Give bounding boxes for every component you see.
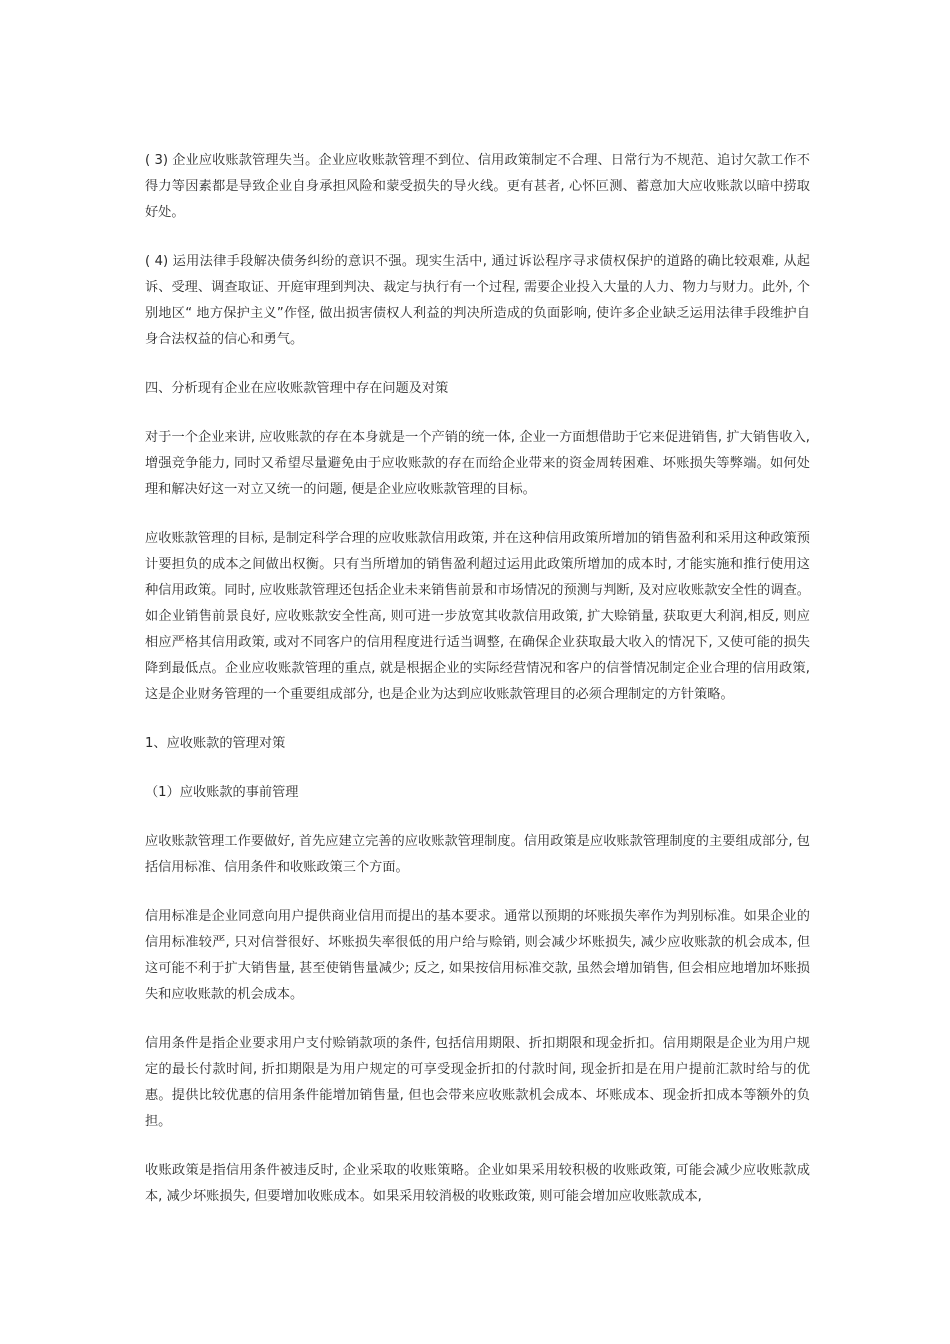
paragraph-management-goal: 应收账款管理的目标, 是制定科学合理的应收账款信用政策, 并在这种信用政策所增加的销售盈利和采用这种政策预计要担负的成本之间做出权衡。只有当所增加的销售盈利超过运用此政策所增加的成本时, 才能实施和推行使用这种信用政策。同时, 应收账款管理还包括企业未来销售前景和市场情况的预测与判断, 及对应收账款安全性的调查。如企业销售前景良好, 应收账款安全性高, 则可进一步放宽其收款信用政策, 扩大赊销量, 获取更大利润,相反, 则应相应严格其信用政策, 或对不同客户的信用程度进行适当调整, 在确保企业获取最大收入的情况下, 又使可能的损失降到最低点。企业应收账款管理的重点, 就是根据企业的实际经营情况和客户的信誉情况制定企业合理的信用政策, 这是企业财务管理的一个重要组成部分, 也是企业为达到应收账款管理目的必须合理制定的方针策略。: [145, 531, 810, 702]
paragraph-legal-awareness: ( 4) 运用法律手段解决债务纠纷的意识不强。现实生活中, 通过诉讼程序寻求债权保护的道路的确比较艰难, 从起诉、受理、调查取证、开庭审理到判决、裁定与执行有一个过程, 需要企业投入大量的人力、物力与财力。此外, 个别地区“ 地方保护主义”作怪, 做出损害债权人利益的判决所造成的负面影响, 使许多企业缺乏运用法律手段维护自身合法权益的信心和勇气。: [145, 254, 810, 347]
paragraph-management-failure: ( 3) 企业应收账款管理失当。企业应收账款管理不到位、信用政策制定不合理、日常行为不规范、追讨欠款工作不得力等因素都是导致企业自身承担风险和蒙受损失的导火线。更有甚者, 心怀叵测、蓄意加大应收账款以暗中捞取好处。: [145, 153, 810, 220]
paragraph-receivables-purpose: 对于一个企业来讲, 应收账款的存在本身就是一个产销的统一体, 企业一方面想借助于它来促进销售, 扩大销售收入, 增强竞争能力, 同时又希望尽量避免由于应收账款的存在而给企业带来的资金周转困难、坏账损失等弊端。如何处理和解决好这一对立又统一的问题, 便是企业应收账款管理的目标。: [145, 430, 810, 497]
subsection-heading-1: 1、应收账款的管理对策: [145, 736, 286, 751]
paragraph-management-system: 应收账款管理工作要做好, 首先应建立完善的应收账款管理制度。信用政策是应收账款管理制度的主要组成部分, 包括信用标准、信用条件和收账政策三个方面。: [145, 834, 810, 875]
paragraph-credit-standard: 信用标准是企业同意向用户提供商业信用而提出的基本要求。通常以预期的坏账损失率作为判别标准。如果企业的信用标准较严, 只对信誉很好、坏账损失率很低的用户给与赊销, 则会减少坏账损失, 减少应收账款的机会成本, 但这可能不利于扩大销售量, 甚至使销售量减少; 反之, 如果按信用标准交款, 虽然会增加销售, 但会相应地增加坏账损失和应收账款的机会成本。: [145, 909, 810, 1002]
subsection-heading-1-1: （1）应收账款的事前管理: [145, 785, 299, 800]
paragraph-credit-terms: 信用条件是指企业要求用户支付赊销款项的条件, 包括信用期限、折扣期限和现金折扣。信用期限是企业为用户规定的最长付款时间, 折扣期限是为用户规定的可享受现金折扣的付款时间, 现金折扣是在用户提前汇款时给与的优惠。提供比较优惠的信用条件能增加销售量, 但也会带来应收账款机会成本、坏账成本、现金折扣成本等额外的负担。: [145, 1036, 810, 1129]
paragraph-collection-policy: 收账政策是指信用条件被违反时, 企业采取的收账策略。企业如果采用较积极的收账政策, 可能会减少应收账款成本, 减少坏账损失, 但要增加收账成本。如果采用较消极的收账政策, 则可能会增加应收账款成本,: [145, 1163, 810, 1204]
section-heading-4: 四、分析现有企业在应收账款管理中存在问题及对策: [145, 381, 449, 396]
document-body: [145, 148, 810, 1233]
